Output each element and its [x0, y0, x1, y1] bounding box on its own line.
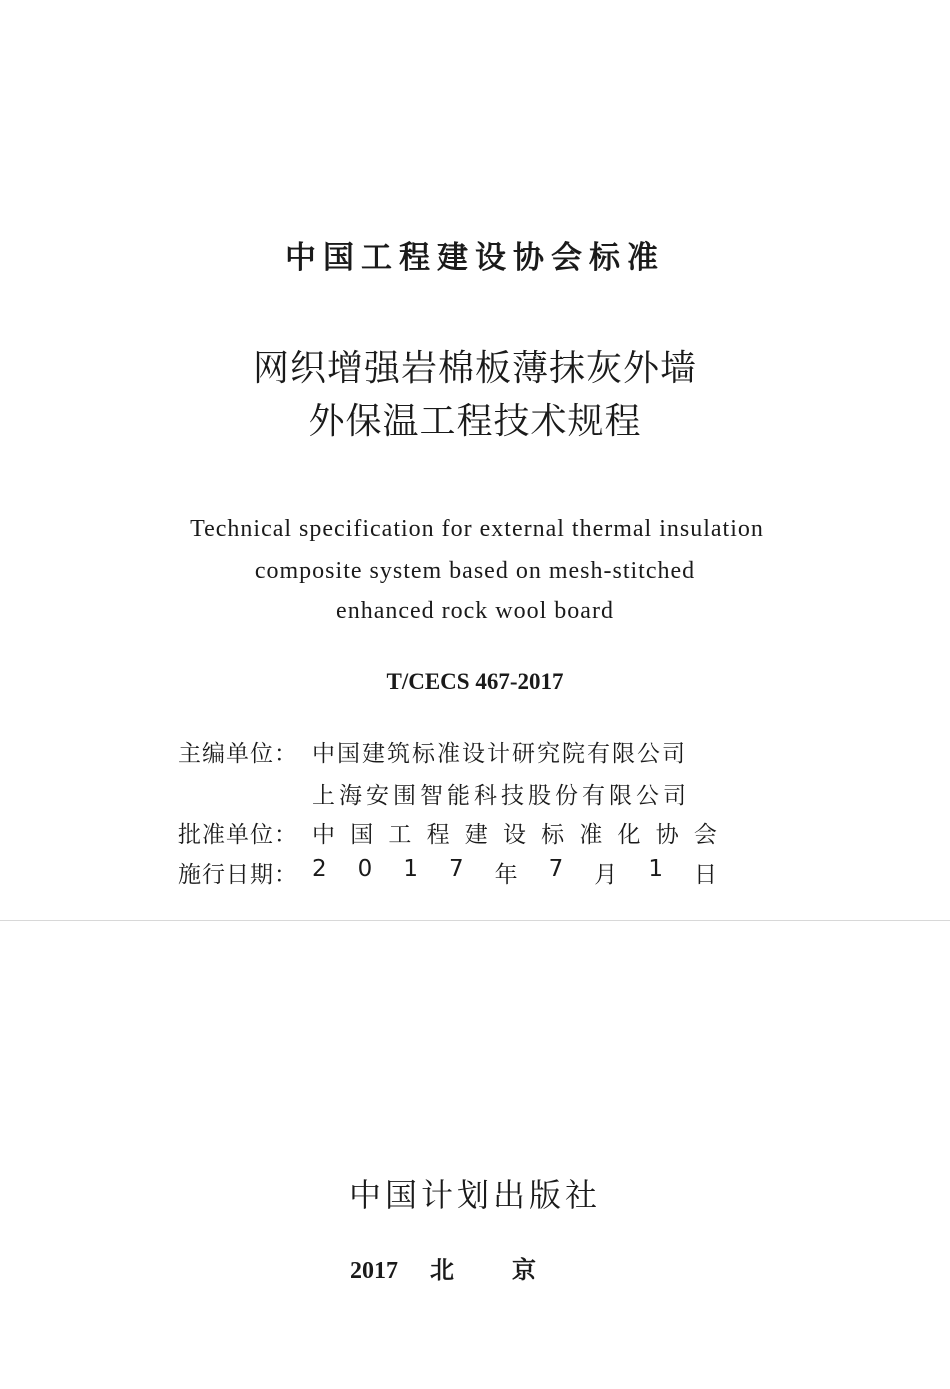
approval-char: 中 — [312, 822, 335, 848]
effective-date — [312, 856, 717, 889]
date-char: 1 — [648, 856, 663, 882]
page-divider — [0, 920, 950, 921]
standard-series-title: 中国工程建设协会标准 — [285, 240, 665, 276]
publisher-name: 中国计划出版社 — [348, 1176, 601, 1214]
effective-date-label: 施行日期： — [178, 862, 298, 888]
date-char: 年 — [494, 862, 518, 888]
chinese-title-line-1: 网织增强岩棉板薄抹灰外墙 — [252, 348, 697, 389]
chief-editor-unit-2: 上海安围智能科技股份有限公司 — [312, 783, 690, 809]
date-char: 7 — [548, 856, 564, 882]
imprint-year: 2017 — [350, 1258, 398, 1284]
date-char: 1 — [403, 856, 418, 882]
approval-char: 标 — [541, 822, 565, 848]
imprint-line — [350, 1250, 536, 1285]
date-char: 2 — [312, 856, 327, 882]
english-title-line-2: composite system based on mesh-stitched — [254, 558, 696, 584]
approval-char: 国 — [350, 822, 374, 848]
approval-char: 协 — [655, 822, 679, 848]
date-char: 日 — [693, 862, 717, 888]
imprint-city-char: 北 — [430, 1256, 454, 1284]
approval-unit — [312, 816, 717, 849]
approval-char: 建 — [464, 822, 488, 848]
approval-char: 设 — [502, 822, 526, 848]
chief-editor-unit-1-text: 中国建筑标准设计研究院有限公司 — [312, 741, 687, 767]
date-char: 0 — [357, 856, 373, 882]
approval-char: 化 — [617, 822, 641, 848]
approval-char: 工 — [388, 822, 412, 848]
approval-char: 程 — [426, 822, 450, 848]
approval-label: 批准单位： — [178, 822, 298, 848]
chief-editor-unit-1 — [312, 735, 717, 768]
english-title-line-3: enhanced rock wool board — [336, 598, 614, 624]
approval-char: 准 — [579, 822, 603, 848]
standard-code: T/CECS 467-2017 — [386, 669, 564, 694]
imprint-city-char: 京 — [512, 1256, 536, 1284]
chief-editor-label: 主编单位： — [178, 741, 298, 767]
date-char: 月 — [594, 862, 618, 888]
approval-char: 会 — [693, 822, 717, 848]
date-char: 7 — [448, 856, 464, 882]
chinese-title-line-2: 外保温工程技术规程 — [308, 401, 642, 442]
english-title-line-1: Technical specification for external thermal insulation — [190, 516, 764, 542]
